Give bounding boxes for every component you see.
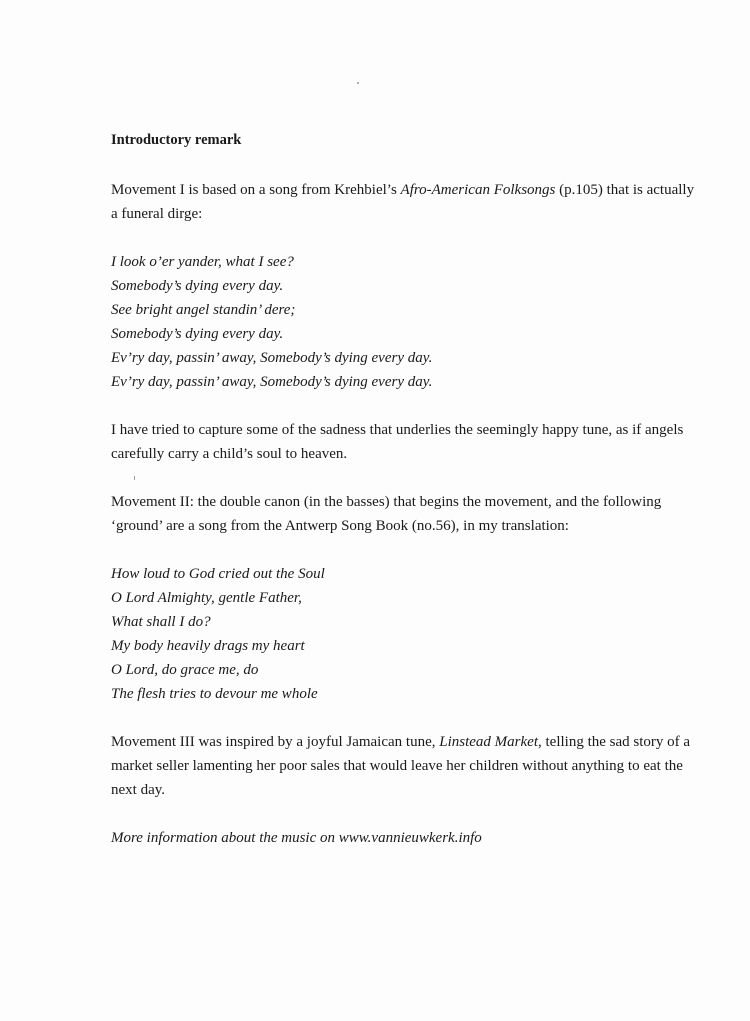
verse-2-line: The flesh tries to devour me whole <box>111 686 318 702</box>
verse-1-line: Ev’ry day, passin’ away, Somebody’s dying every day. <box>111 350 433 366</box>
verse-2-line: What shall I do? <box>111 614 211 630</box>
verse-2-line: O Lord Almighty, gentle Father, <box>111 590 302 606</box>
more-info-line: More information about the music on www.vannieuwkerk.info <box>111 830 482 846</box>
verse-2 <box>111 562 701 706</box>
verse-1-line: I look o’er yander, what I see? <box>111 254 294 270</box>
verse-1-line: Somebody’s dying every day. <box>111 278 284 294</box>
movement-2-paragraph: Movement II: the double canon (in the basses) that begins the movement, and the following ‘ground’ are a song from the Antwerp Song Book (no.56), in my translation: <box>111 494 662 534</box>
verse-2-line: How loud to God cried out the Soul <box>111 566 325 582</box>
verse-1-line: Ev’ry day, passin’ away, Somebody’s dying every day. <box>111 374 433 390</box>
movement-3-text-before: Movement III was inspired by a joyful Jamaican tune, <box>111 734 440 750</box>
document-body <box>111 129 701 850</box>
movement-1-paragraph <box>111 178 701 226</box>
verse-2-line: O Lord, do grace me, do <box>111 662 259 678</box>
verse-1 <box>111 250 701 394</box>
document-heading: Introductory remark <box>111 132 242 148</box>
scan-speck <box>357 82 359 84</box>
movement-3-text-after: , telling the sad story of a market seller lamenting her poor sales that would leave her children without anything to eat the next day. <box>111 734 691 798</box>
verse-1-line: See bright angel standin’ dere; <box>111 302 296 318</box>
verse-1-line: Somebody’s dying every day. <box>111 326 284 342</box>
verse-2-line: My body heavily drags my heart <box>111 638 305 654</box>
movement-3-paragraph <box>111 730 701 802</box>
movement-1-text-after: (p.105) that is actually a funeral dirge: <box>111 182 695 222</box>
movement-1-text-before: Movement I is based on a song from Krehbiel’s <box>111 182 401 198</box>
sadness-paragraph: I have tried to capture some of the sadness that underlies the seemingly happy tune, as if angels carefully carry a child’s soul to heaven. <box>111 422 684 462</box>
song-title: Linstead Market <box>439 734 538 750</box>
book-title: Afro-American Folksongs <box>400 182 556 198</box>
